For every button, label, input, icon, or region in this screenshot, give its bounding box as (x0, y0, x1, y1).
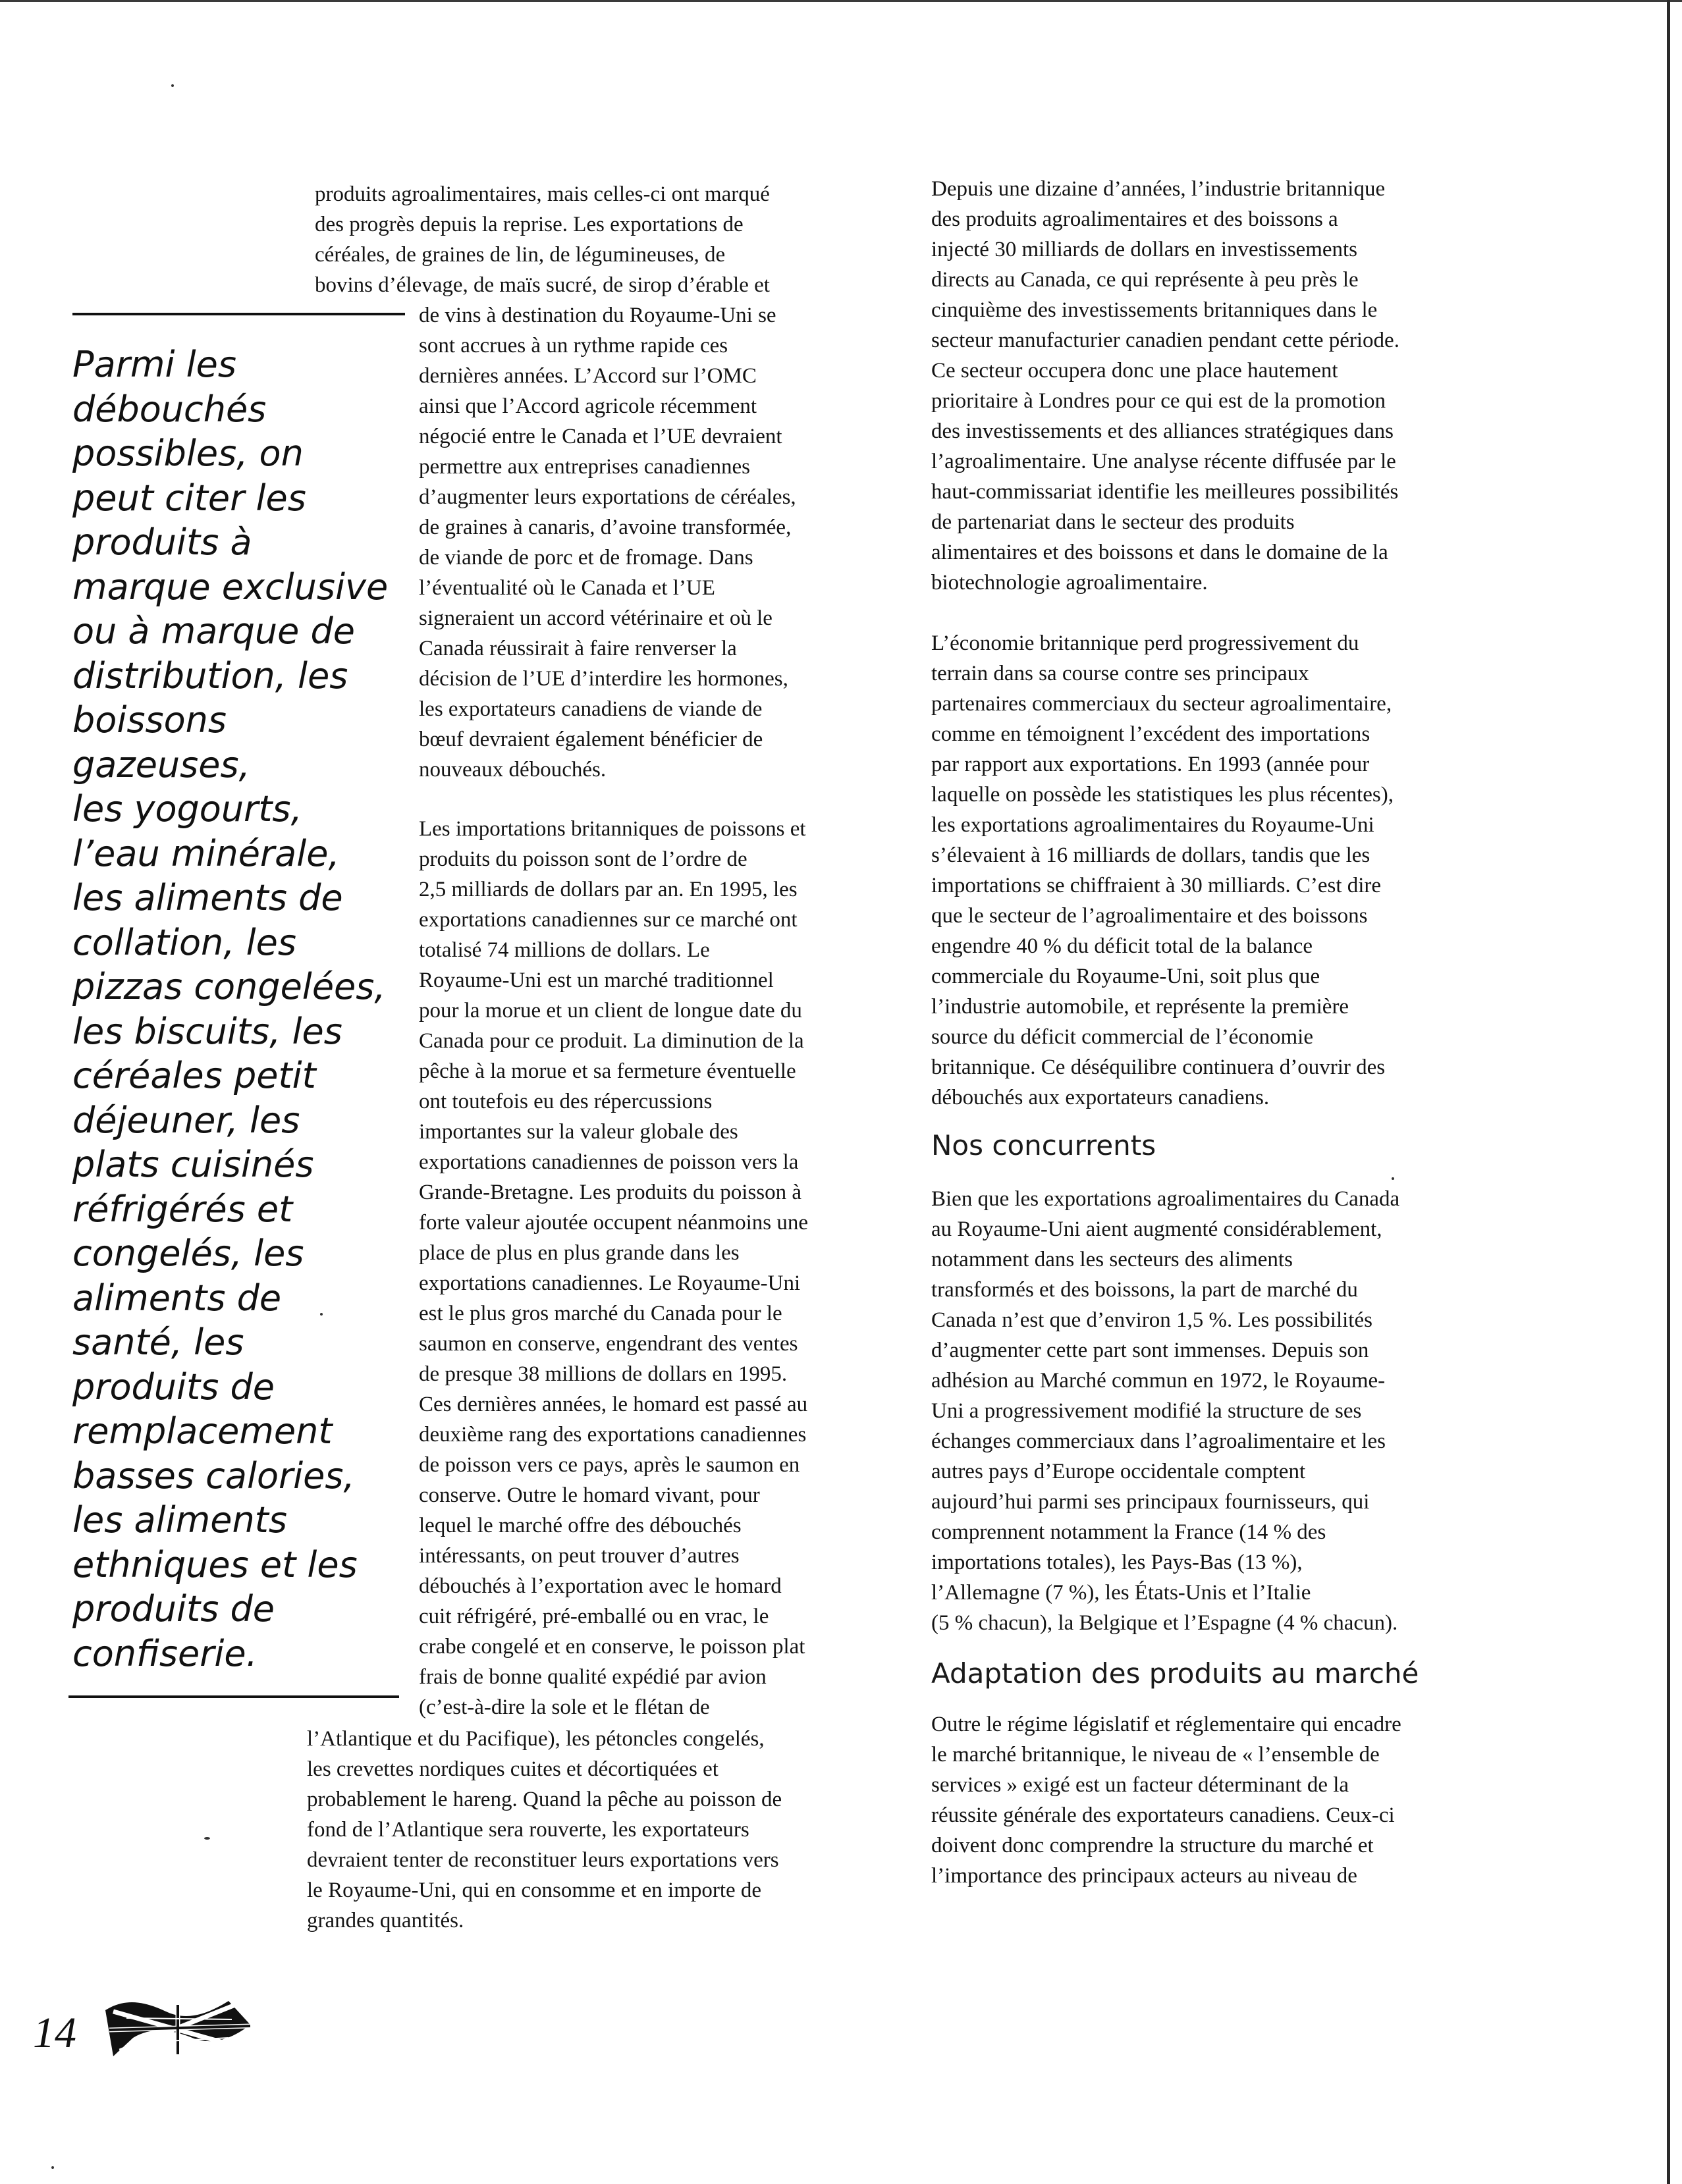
column2-paragraph-4 (931, 1709, 1419, 1891)
body-text-line: le Royaume-Uni, qui en consomme et en importe de (307, 1878, 762, 1902)
body-text-line: de partenariat dans le secteur des produits (931, 510, 1295, 534)
body-text-line: haut-commissariat identifie les meilleures possibilités (931, 480, 1399, 504)
body-text-line: probablement le hareng. Quand la pêche au poisson de (307, 1788, 782, 1811)
body-text-line: les crevettes nordiques cuites et décortiquées et (307, 1757, 719, 1781)
pull-quote-line: remplacement (72, 1410, 333, 1452)
body-text-line: fond de l’Atlantique sera rouverte, les exportateurs (307, 1818, 749, 1842)
pull-quote-line: collation, les (72, 921, 296, 963)
column1-narrow-text (419, 300, 796, 785)
body-text-line: directs au Canada, ce qui représente à peu près le (931, 268, 1359, 292)
body-text-line: d’augmenter leurs exportations de céréales, (419, 485, 796, 509)
body-text-line: Outre le régime législatif et réglementaire qui encadre (931, 1713, 1401, 1736)
body-text-line: les exportations agroalimentaires du Royaume-Uni (931, 813, 1374, 837)
section-heading-competitors: Nos concurrents (931, 1129, 1156, 1161)
body-text-line: doivent donc comprendre la structure du marché et (931, 1834, 1374, 1857)
pull-quote-line: marque exclusive (72, 566, 389, 608)
pull-quote-line: gazeuses, (72, 743, 250, 786)
scan-speck (320, 1313, 323, 1316)
body-text-line: des produits agroalimentaires et des boissons a (931, 207, 1338, 231)
body-text-line: Uni a progressivement modifié la structure de ses (931, 1399, 1362, 1423)
column2 (931, 174, 1419, 1891)
body-text-line: d’augmenter cette part sont immenses. Depuis son (931, 1339, 1369, 1362)
body-text-line: importations totales), les Pays-Bas (13 %), (931, 1551, 1303, 1574)
body-text-line: Canada pour ce produit. La diminution de la (419, 1029, 804, 1053)
body-text-line: dernières années. L’Accord sur l’OMC (419, 364, 757, 388)
body-text-line: prioritaire à Londres pour ce qui est de la promotion (931, 389, 1386, 413)
body-text-line: les exportateurs canadiens de viande de (419, 697, 763, 721)
column2-paragraph-3 (931, 1184, 1419, 1638)
pull-quote-line: boissons (72, 699, 227, 741)
body-text-line: pour la morue et un client de longue date du (419, 999, 802, 1023)
body-text-line: l’Allemagne (7 %), les États-Unis et l’Italie (931, 1581, 1311, 1605)
body-text-line: s’élevaient à 16 milliards de dollars, tandis que les (931, 843, 1370, 867)
top-border (0, 0, 1682, 2)
body-text-line: commerciale du Royaume-Uni, soit plus que (931, 965, 1320, 988)
body-text-line: exportations canadiennes de poisson vers la (419, 1150, 799, 1174)
body-text-line: conserve. Outre le homard vivant, pour (419, 1483, 760, 1507)
body-text-line: laquelle on possède les statistiques les plus récentes), (931, 783, 1394, 807)
body-text-line: engendre 40 % du déficit total de la balance (931, 934, 1313, 958)
body-text-line: ainsi que l’Accord agricole récemment (419, 394, 757, 418)
body-text-line: décision de l’UE d’interdire les hormones, (419, 667, 788, 691)
body-text-line: (c’est-à-dire la sole et le flétan de (419, 1695, 710, 1719)
body-text-line: importations se chiffraient à 30 milliards. C’est dire (931, 874, 1382, 897)
pull-quote-line: pizzas congelées, (72, 966, 386, 1007)
body-text-line: l’agroalimentaire. Une analyse récente diffusée par le (931, 450, 1396, 473)
body-text-line: réussite générale des exportateurs canadiens. Ceux-ci (931, 1803, 1395, 1827)
page-edge (1667, 0, 1670, 2184)
body-text-line: exportations canadiennes sur ce marché ont (419, 908, 798, 932)
body-text-line: de vins à destination du Royaume-Uni se (419, 304, 776, 327)
scan-speck (51, 2166, 54, 2169)
body-text-line: Grande-Bretagne. Les produits du poisson à (419, 1181, 802, 1204)
body-text-line: de graines à canaris, d’avoine transformée, (419, 516, 792, 539)
body-text-line: adhésion au Marché commun en 1972, le Royaume- (931, 1369, 1386, 1393)
pull-quote-line: congelés, les (72, 1233, 304, 1274)
body-text-line: est le plus gros marché du Canada pour le (419, 1302, 782, 1325)
body-text-line: céréales, de graines de lin, de légumineuses, de (315, 243, 726, 267)
body-text-line: ont toutefois eu des répercussions (419, 1090, 713, 1113)
pull-quote-line: ou à marque de (72, 610, 355, 652)
pull-quote-line: Parmi les (72, 344, 236, 385)
body-text-line: intéressants, on peut trouver d’autres (419, 1544, 740, 1568)
body-text-line: crabe congelé et en conserve, le poisson plat (419, 1635, 805, 1659)
pull-quote-line: produits de (72, 1588, 275, 1630)
body-text-line: comme en témoignent l’excédent des importations (931, 722, 1370, 746)
body-text-line: des progrès depuis la reprise. Les exportations de (315, 213, 744, 236)
pull-quote-line: produits à (72, 521, 252, 563)
body-text-line: débouchés à l’exportation avec le homard (419, 1574, 782, 1598)
body-text-line: exportations canadiennes. Le Royaume-Uni (419, 1271, 801, 1295)
body-text-line: partenaires commerciaux du secteur agroalimentaire, (931, 692, 1392, 716)
body-text-line: totalisé 74 millions de dollars. Le (419, 938, 710, 962)
body-text-line: transformés et des boissons, la part de marché du (931, 1278, 1358, 1302)
page-number: 14 (33, 2009, 76, 2057)
body-text-line: devraient tenter de reconstituer leurs exportations vers (307, 1848, 779, 1872)
body-text-line: l’éventualité où le Canada et l’UE (419, 576, 715, 600)
body-text-line: débouchés aux exportateurs canadiens. (931, 1086, 1270, 1109)
body-text-line: que le secteur de l’agroalimentaire et des boissons (931, 904, 1368, 928)
pull-quote-line: produits de (72, 1366, 275, 1408)
body-text-line: produits agroalimentaires, mais celles-ci ont marqué (315, 182, 770, 206)
body-text-line: négocié entre le Canada et l’UE devraient (419, 425, 782, 448)
union-jack-flag-icon (100, 1985, 258, 2064)
pull-quote-line: peut citer les (72, 477, 306, 519)
body-text-line: Bien que les exportations agroalimentaires du Canada (931, 1187, 1400, 1211)
body-text-line: par rapport aux exportations. En 1993 (année pour (931, 753, 1370, 776)
body-text-line: notamment dans les secteurs des aliments (931, 1248, 1293, 1271)
body-text-line: importantes sur la valeur globale des (419, 1120, 738, 1144)
body-text-line: deuxième rang des exportations canadiennes (419, 1423, 807, 1447)
body-text-line: 2,5 milliards de dollars par an. En 1995, les (419, 878, 798, 901)
pull-quote-bottom-rule (68, 1695, 399, 1698)
body-text-line: Ces dernières années, le homard est passé au (419, 1393, 808, 1416)
body-text-line: bovins d’élevage, de maïs sucré, de sirop d’érable et (315, 273, 770, 297)
body-text-line: Ce secteur occupera donc une place hautement (931, 359, 1338, 383)
body-text-line: bœuf devraient également bénéficier de (419, 728, 763, 751)
pull-quote-line: les biscuits, les (72, 1010, 342, 1052)
body-text-line: L’économie britannique perd progressivement du (931, 631, 1359, 655)
body-text-line: alimentaires et des boissons et dans le domaine de la (931, 541, 1388, 564)
column1-fish-paragraph (419, 814, 808, 1722)
body-text-line: des investissements et des alliances stratégiques dans (931, 419, 1394, 443)
body-text-line: produits du poisson sont de l’ordre de (419, 847, 747, 871)
pull-quote-line: les aliments de (72, 877, 343, 919)
body-text-line: permettre aux entreprises canadiennes (419, 455, 751, 479)
body-text-line: échanges commerciaux dans l’agroalimentaire et les (931, 1429, 1386, 1453)
pull-quote (72, 342, 415, 1676)
pull-quote-line: les aliments (72, 1499, 287, 1541)
body-text-line: source du déficit commercial de l’économie (931, 1025, 1313, 1049)
pull-quote-line: santé, les (72, 1321, 244, 1363)
column2-paragraph-1 (931, 174, 1419, 598)
body-text-line: secteur manufacturier canadien pendant cette période. (931, 329, 1399, 352)
body-text-line: Royaume-Uni est un marché traditionnel (419, 969, 774, 992)
section-heading-adaptation: Adaptation des produits au marché (931, 1657, 1419, 1690)
body-text-line: le marché britannique, le niveau de « l’ensemble de (931, 1743, 1380, 1767)
body-text-line: (5 % chacun), la Belgique et l’Espagne (4 % chacun). (931, 1611, 1398, 1635)
scan-speck (171, 84, 174, 87)
body-text-line: cinquième des investissements britanniques dans le (931, 298, 1378, 322)
body-text-line: saumon en conserve, engendrant des ventes (419, 1332, 798, 1356)
body-text-line: Canada réussirait à faire renverser la (419, 637, 737, 660)
pull-quote-line: plats cuisinés (72, 1144, 314, 1185)
pull-quote-line: confiserie. (72, 1632, 258, 1674)
body-text-line: de presque 38 millions de dollars en 1995. (419, 1362, 788, 1386)
body-text-line: terrain dans sa course contre ses principaux (931, 662, 1309, 685)
body-text-line: place de plus en plus grande dans les (419, 1241, 740, 1265)
body-text-line: de poisson vers ce pays, après le saumon en (419, 1453, 800, 1477)
body-text-line: britannique. Ce déséquilibre continuera d’ouvrir des (931, 1055, 1386, 1079)
body-text-line: forte valeur ajoutée occupent néanmoins une (419, 1211, 809, 1235)
body-text-line: signeraient un accord vétérinaire et où le (419, 606, 773, 630)
pull-quote-line: l’eau minérale, (72, 832, 340, 874)
body-text-line: Les importations britanniques de poissons et (419, 817, 806, 841)
body-text-line: services » exigé est un facteur déterminant de la (931, 1773, 1349, 1797)
body-text-line: grandes quantités. (307, 1909, 464, 1932)
pull-quote-line: aliments de (72, 1277, 282, 1319)
pull-quote-line: débouchés (72, 388, 267, 430)
body-text-line: l’importance des principaux acteurs au niveau de (931, 1864, 1357, 1888)
scan-speck (1392, 1177, 1394, 1180)
body-text-line: sont accrues à un rythme rapide ces (419, 334, 728, 358)
body-text-line: injecté 30 milliards de dollars en investissements (931, 238, 1358, 261)
body-text-line: biotechnologie agroalimentaire. (931, 571, 1208, 595)
body-text-line: autres pays d’Europe occidentale comptent (931, 1460, 1306, 1483)
body-text-line: de viande de porc et de fromage. Dans (419, 546, 753, 570)
body-text-line: pêche à la morue et sa fermeture éventuelle (419, 1059, 796, 1083)
pull-quote-line: possibles, on (72, 433, 304, 474)
body-text-line: frais de bonne qualité expédié par avion (419, 1665, 767, 1689)
pull-quote-line: ethniques et les (72, 1543, 358, 1585)
body-text-line: aujourd’hui parmi ses principaux fournisseurs, qui (931, 1490, 1370, 1514)
body-text-line: Canada n’est que d’environ 1,5 %. Les possibilités (931, 1308, 1372, 1332)
column1-top-text (315, 179, 770, 300)
pull-quote-line: déjeuner, les (72, 1099, 300, 1141)
pull-quote-line: basses calories, (72, 1454, 355, 1497)
pull-quote-line: réfrigérés et (72, 1188, 293, 1230)
pull-quote-line: céréales petit (72, 1055, 316, 1096)
body-text-line: Depuis une dizaine d’années, l’industrie britannique (931, 177, 1386, 201)
scan-speck (204, 1837, 210, 1840)
pull-quote-line: les yogourts, (72, 788, 302, 830)
pull-quote-line: distribution, les (72, 654, 348, 697)
pull-quote-top-rule (72, 313, 405, 315)
body-text-line: au Royaume-Uni aient augmenté considérablement, (931, 1217, 1382, 1241)
body-text-line: l’Atlantique et du Pacifique), les pétoncles congelés, (307, 1727, 765, 1751)
body-text-line: cuit réfrigéré, pré-emballé ou en vrac, le (419, 1605, 769, 1628)
column2-paragraph-2 (931, 628, 1419, 1113)
body-text-line: comprennent notamment la France (14 % des (931, 1520, 1326, 1544)
column1-bottom-text (307, 1724, 782, 1936)
body-text-line: l’industrie automobile, et représente la première (931, 995, 1349, 1019)
body-text-line: lequel le marché offre des débouchés (419, 1514, 742, 1537)
body-text-line: nouveaux débouchés. (419, 758, 607, 782)
